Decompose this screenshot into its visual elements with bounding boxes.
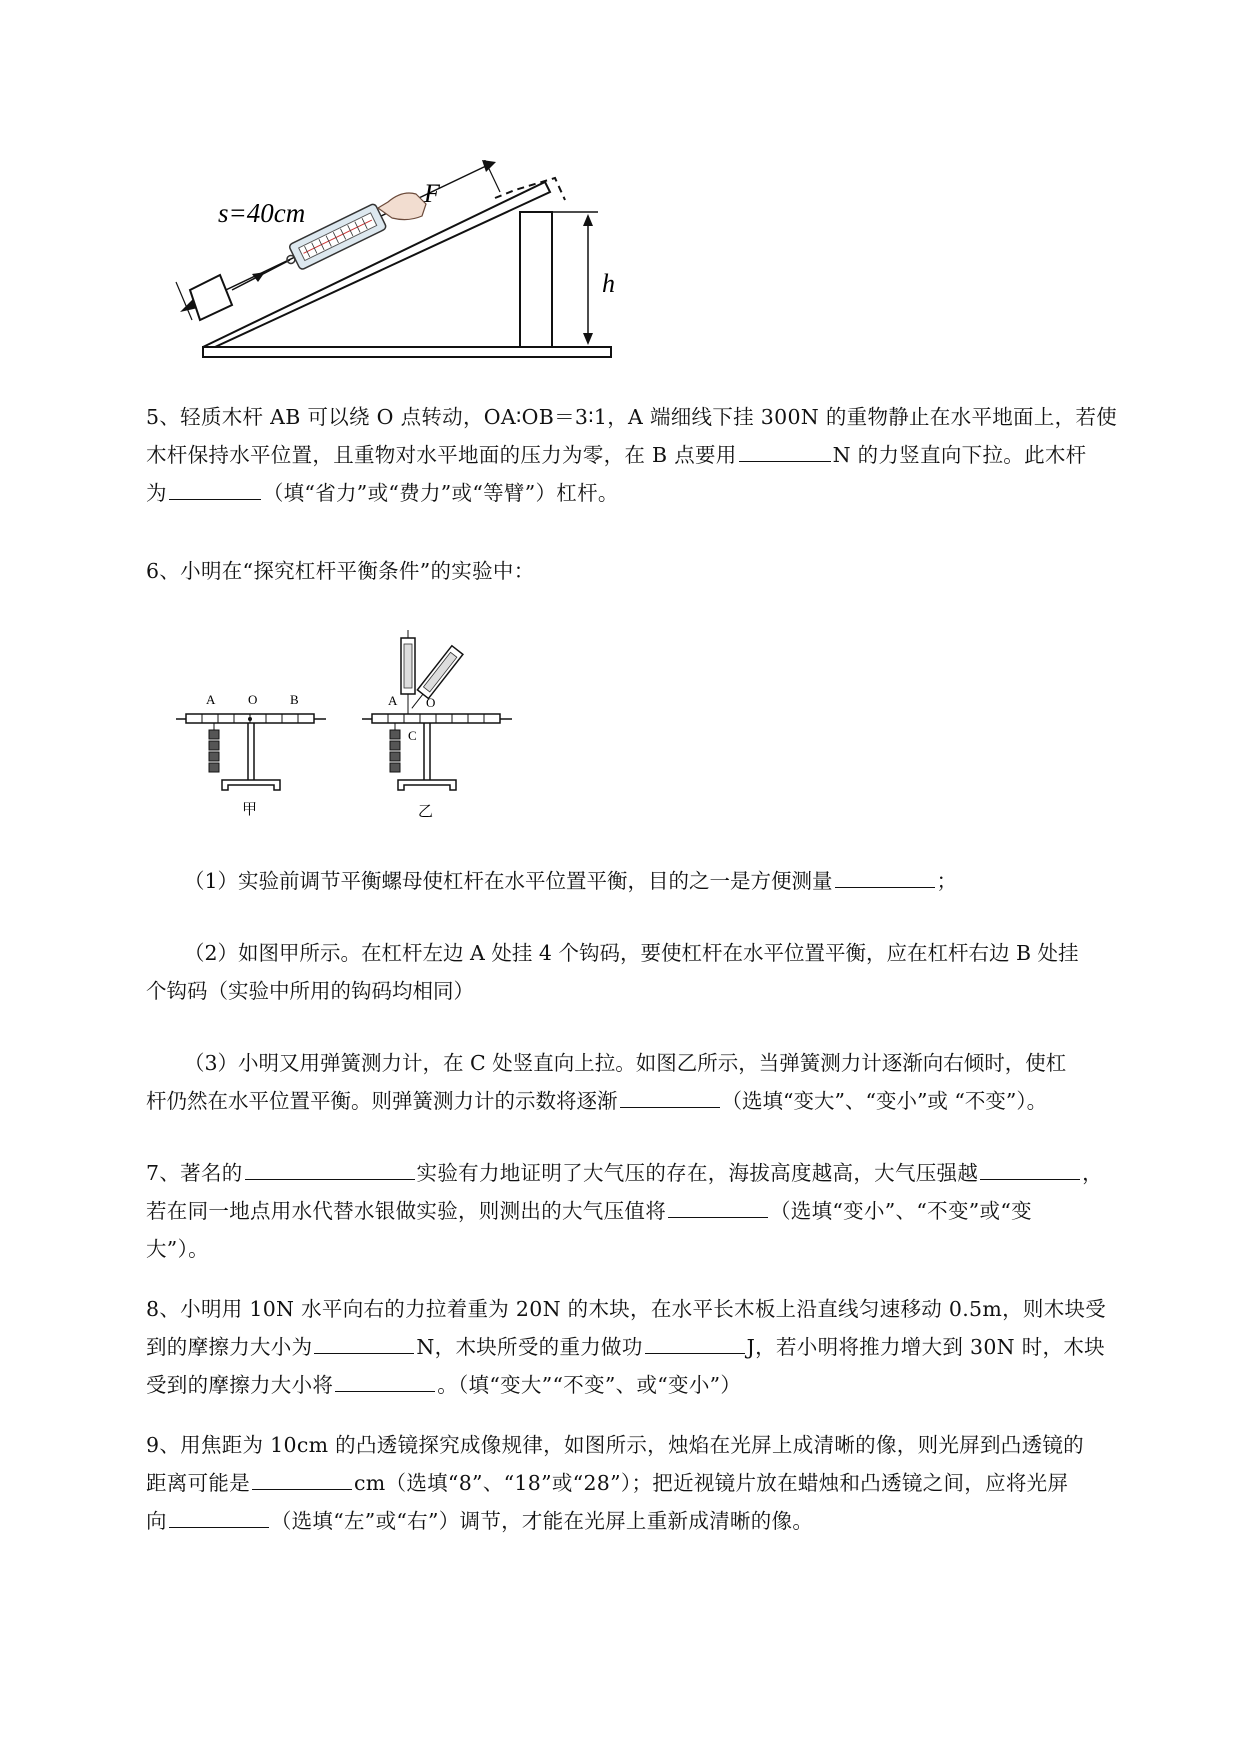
svg-text:甲: 甲 [242, 802, 258, 818]
svg-text:A: A [388, 693, 398, 708]
q6-blank-1[interactable] [835, 863, 935, 888]
q5-line1: 5、轻质木杆 AB 可以绕 O 点转动，OA∶OB＝3∶1，A 端细线下挂 300N 的重物静止在水平地面上，若使 [146, 405, 1118, 429]
q7-blank-2[interactable] [980, 1155, 1080, 1180]
svg-text:乙: 乙 [418, 804, 434, 820]
svg-text:O: O [426, 695, 436, 710]
h-label: h [602, 269, 615, 298]
q9-blank-2[interactable] [169, 1503, 269, 1528]
q5-line3: 为 （填“省力”或“费力”或“等臂”）杠杆。 [146, 474, 1146, 512]
question-6-intro: 6、小明在“探究杠杆平衡条件”的实验中： [146, 559, 535, 583]
q6-part-1: （1）实验前调节平衡螺母使杠杆在水平位置平衡，目的之一是方便测量 ； [146, 862, 1146, 900]
q6-part-2: （2）如图甲所示。在杠杆左边 A 处挂 4 个钩码，要使杠杆在水平位置平衡，应在杠杆右边 B 处挂 个钩码（实验中所用的钩码均相同） [146, 941, 1079, 1003]
q5-line2: 木杆保持水平位置，且重物对水平地面的压力为零，在 B 点要用 N 的力竖直向下拉。此木杆 [146, 436, 1146, 474]
q5-blank-1[interactable] [739, 437, 831, 462]
svg-text:C: C [408, 728, 417, 743]
question-8: 8、小明用 10N 水平向右的力拉着重为 20N 的木块，在水平长木板上沿直线匀速移动 0.5m，则木块受 到的摩擦力大小为 N，木块所受的重力做功 J，若小明将推力增大到 30N 时，木块 受到的摩擦力大小将 。（填“变大”“不变”、或“变小”） [146, 1297, 1107, 1397]
s-label: s=40cm [218, 198, 306, 228]
svg-text:B: B [290, 692, 299, 707]
q5-blank-2[interactable] [169, 475, 261, 500]
q8-blank-2[interactable] [645, 1329, 745, 1354]
q6-blank-3[interactable] [620, 1083, 720, 1108]
q9-blank-1[interactable] [252, 1465, 352, 1490]
question-7: 7、著名的 实验有力地证明了大气压的存在，海拔高度越高，大气压强越 ， 若在同一地点用水代替水银做实验，则测出的大气压值将 （选填“变小”、“不变”或“变 大”）。 [146, 1154, 1146, 1268]
f-label: F [424, 179, 440, 208]
q6-part-3: （3）小明又用弹簧测力计，在 C 处竖直向上拉。如图乙所示，当弹簧测力计逐渐向右倾时，使杠 杆仍然在水平位置平衡。则弹簧测力计的示数将逐渐 （选填“变大”、“变小”或 “不变”）。 [146, 1051, 1067, 1113]
question-9: 9、用焦距为 10cm 的凸透镜探究成像规律，如图所示，烛焰在光屏上成清晰的像，则光屏到凸透镜的 距离可能是 cm（选填“8”、“18”或“28”）；把近视镜片放在蜡烛和凸透镜之间，应将光屏 向 （选填“左”或“右”）调节，才能在光屏上重新成清晰的像。 [146, 1433, 1084, 1533]
lever-figure-jia [176, 690, 336, 820]
question-5 [146, 398, 1146, 512]
q7-blank-1[interactable] [245, 1155, 415, 1180]
svg-text:A: A [206, 692, 216, 707]
q8-blank-3[interactable] [335, 1367, 435, 1392]
q8-blank-1[interactable] [314, 1329, 414, 1354]
inclined-plane-figure [170, 160, 650, 370]
lever-figure-yi [362, 630, 522, 820]
q7-blank-3[interactable] [668, 1193, 768, 1218]
svg-text:O: O [248, 692, 258, 707]
